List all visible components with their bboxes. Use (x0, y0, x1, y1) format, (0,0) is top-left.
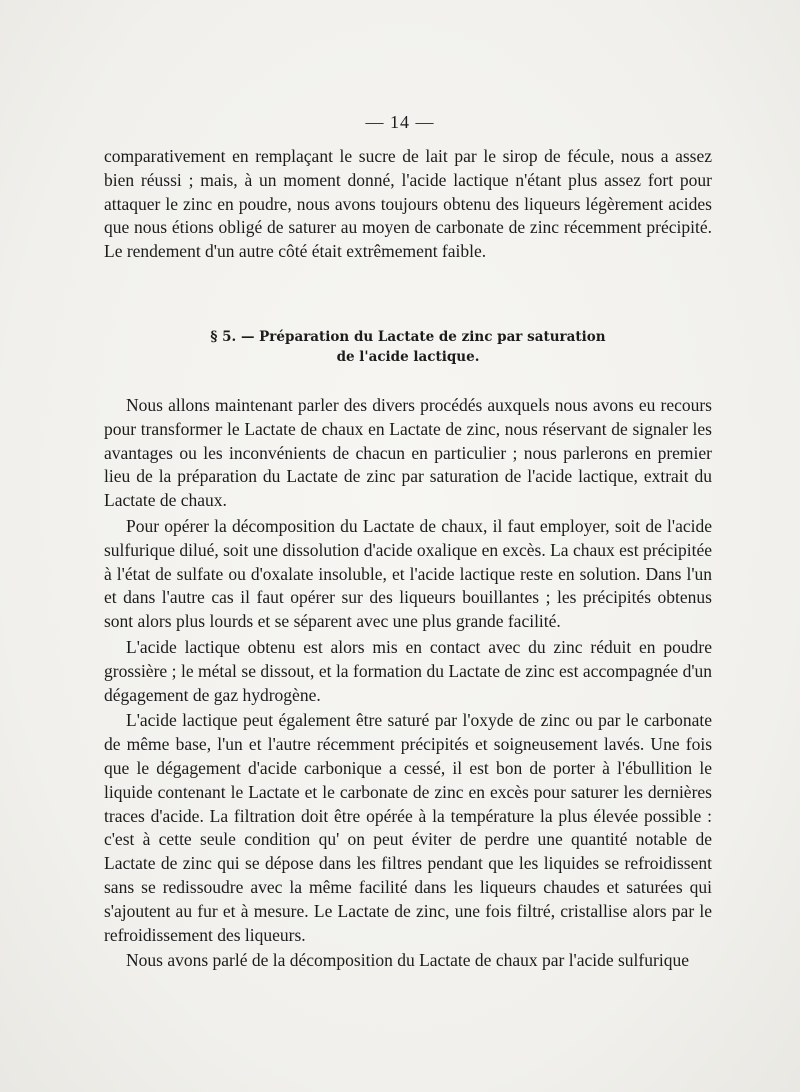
paragraph: L'acide lactique peut également être saturé par l'oxyde de zinc ou par le carbonate de même base, l'un et l'autre récemment précipités et soigneusement lavés. Une fois que le dégagement d'acide carbonique a cessé, il est bon de porter à l'ébullition le liquide contenant le Lactate et le carbonate de zinc en excès pour saturer les dernières traces d'acide. La filtration doit être opérée à la température la plus élevée possible : c'est à cette seule condition qu' on peut éviter de perdre une quantité notable de Lactate de zinc qui se dépose dans les filtres pendant que les liquides se refroidissent sans se redissoudre avec la même facilité dans les liqueurs chaudes et saturées qui s'ajoutent au fur et à mesure. Le Lactate de zinc, une fois filtré, cristallise alors par le refroidissement des liqueurs. (104, 710, 712, 945)
paragraph: comparativement en remplaçant le sucre de lait par le sirop de fécule, nous a assez bien réussi ; mais, à un moment donné, l'acide lactique n'étant plus assez fort pour attaquer le zinc en poudre, nous avons toujours obtenu des liqueurs légèrement acides que nous étions obligé de saturer au moyen de carbonate de zinc récemment précipité. Le rendement d'un autre côté était extrêmement faible. (104, 146, 712, 262)
paragraph: L'acide lactique obtenu est alors mis en contact avec du zinc réduit en poudre grossière ; le métal se dissout, et la formation du Lactate de zinc est accompagnée d'un dégagement de gaz hydrogène. (104, 636, 712, 705)
paragraph: Nous allons maintenant parler des divers procédés auxquels nous avons eu recours pour transformer le Lactate de chaux en Lactate de zinc, nous réservant de signaler les avantages ou les inconvénients de chacun en particulier ; nous parlerons en premier lieu de la préparation du Lactate de zinc par saturation de l'acide lactique, extrait du Lactate de chaux. (104, 395, 712, 511)
section-heading-line-2: de l'acide lactique. (336, 349, 480, 365)
intro-paragraph-block (104, 145, 712, 264)
paragraph: Pour opérer la décomposition du Lactate de chaux, il faut employer, soit de l'acide sulfurique dilué, soit une dissolution d'acide oxalique en excès. La chaux est précipitée à l'état de sulfate ou d'oxalate insoluble, et l'acide lactique reste en solution. Dans l'un et dans l'autre cas il faut opérer sur des liqueurs bouillantes ; les précipités obtenus sont alors plus lourds et se séparent avec une plus grande facilité. (104, 515, 712, 632)
section-heading (104, 327, 712, 367)
section-body (104, 394, 712, 975)
page-number: — 14 — (365, 112, 435, 132)
section-heading-line-1: § 5. — Préparation du Lactate de zinc par saturation (210, 329, 606, 345)
paragraph: Nous avons parlé de la décomposition du Lactate de chaux par l'acide sulfurique (126, 950, 689, 971)
